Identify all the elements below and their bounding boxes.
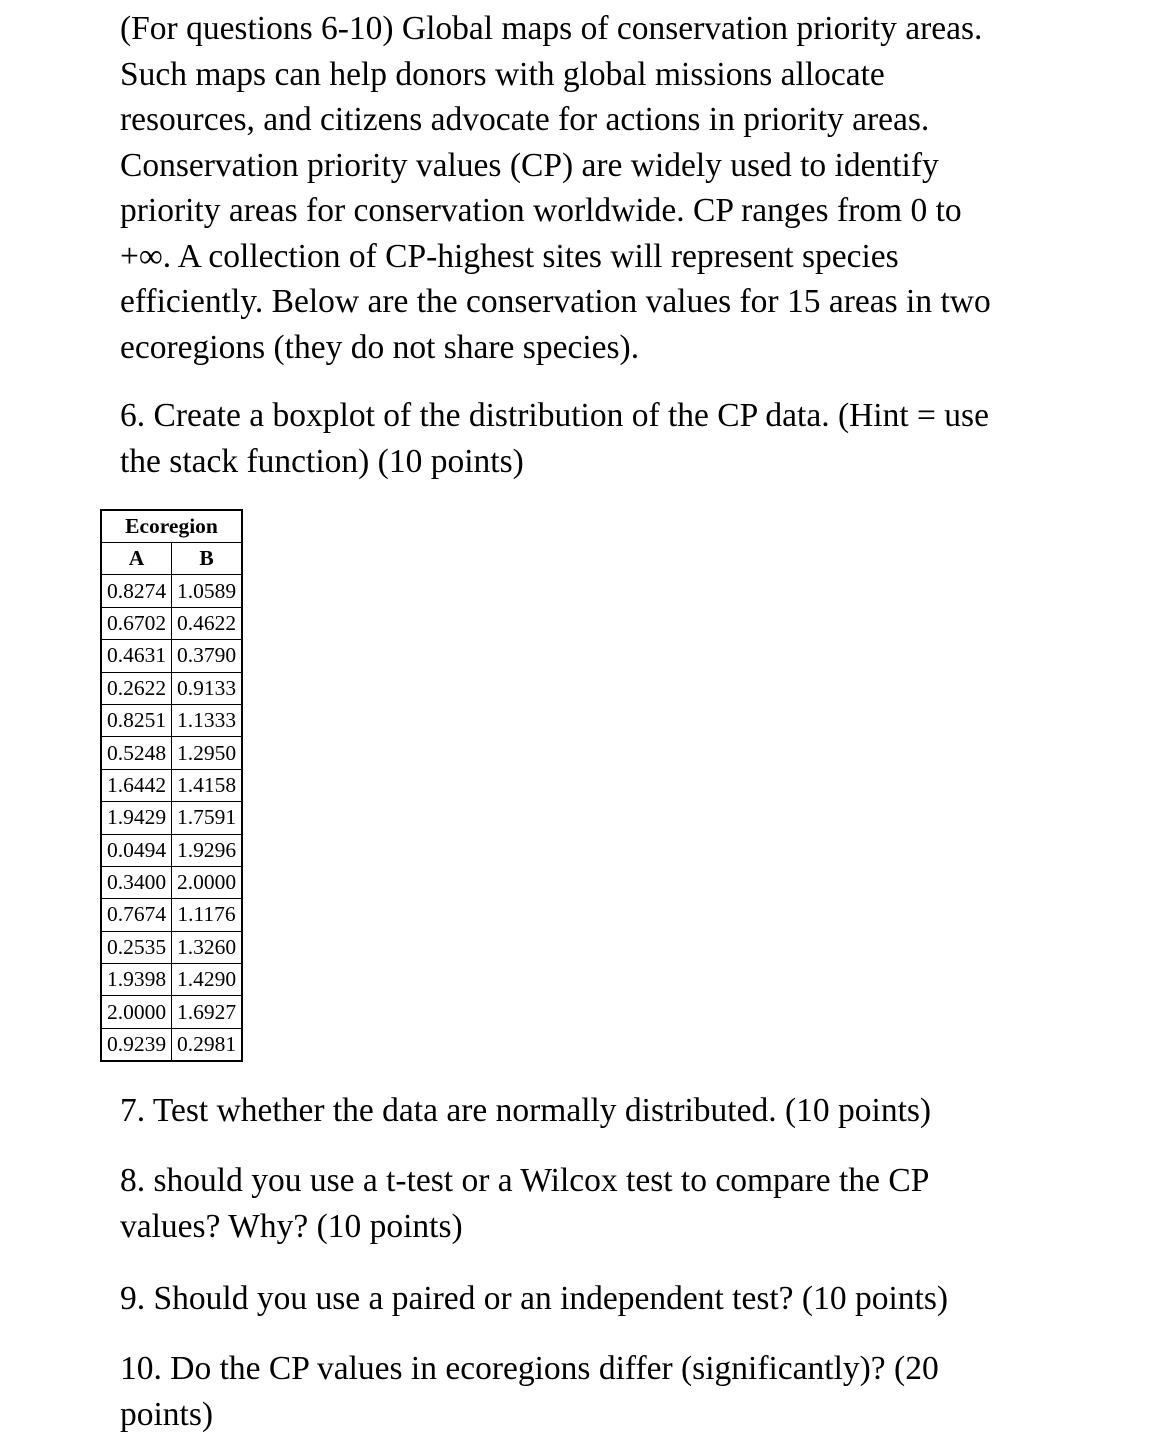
table-row (101, 704, 242, 736)
cell-ecoregion-b: 1.4158 (172, 769, 243, 801)
cell-ecoregion-a: 2.0000 (101, 996, 172, 1028)
question-8-line: 8. should you use a t-test or a Wilcox test to compare the CP (120, 1162, 930, 1199)
question-10 (120, 1346, 939, 1437)
cell-ecoregion-a: 1.9429 (101, 802, 172, 834)
table-title: Ecoregion (101, 510, 242, 543)
table-row (101, 996, 242, 1028)
table-row (101, 931, 242, 963)
intro-line: +∞. A collection of CP-highest sites will represent species (120, 237, 899, 275)
cell-ecoregion-a: 0.8274 (101, 575, 172, 607)
question-8-line: values? Why? (10 points) (120, 1207, 463, 1245)
cell-ecoregion-a: 0.5248 (101, 737, 172, 769)
table-row (101, 672, 242, 704)
cell-ecoregion-a: 1.6442 (101, 769, 172, 801)
table-row (101, 769, 242, 801)
cell-ecoregion-a: 0.7674 (101, 899, 172, 931)
cell-ecoregion-b: 0.9133 (172, 672, 243, 704)
table-row (101, 802, 242, 834)
cell-ecoregion-b: 1.1176 (172, 899, 243, 931)
table-row (101, 1028, 242, 1061)
table-row (101, 964, 242, 996)
table-row (101, 575, 242, 607)
cell-ecoregion-b: 1.7591 (172, 802, 243, 834)
cell-ecoregion-b: 1.1333 (172, 704, 243, 736)
cell-ecoregion-a: 0.4631 (101, 640, 172, 672)
cell-ecoregion-b: 1.6927 (172, 996, 243, 1028)
cell-ecoregion-a: 0.0494 (101, 834, 172, 866)
ecoregion-table-container (100, 509, 243, 1062)
table-body (101, 575, 242, 1061)
intro-line: Such maps can help donors with global missions allocate (120, 55, 885, 93)
cell-ecoregion-b: 1.3260 (172, 931, 243, 963)
intro-line: priority areas for conservation worldwide. CP ranges from 0 to (120, 192, 962, 229)
cell-ecoregion-a: 0.2622 (101, 672, 172, 704)
question-10-line: 10. Do the CP values in ecoregions differ (significantly)? (20 (120, 1350, 939, 1387)
table-row (101, 834, 242, 866)
cell-ecoregion-b: 1.2950 (172, 737, 243, 769)
question-7-line: 7. Test whether the data are normally distributed. (10 points) (120, 1092, 932, 1129)
intro-line: efficiently. Below are the conservation values for 15 areas in two (120, 283, 991, 320)
cell-ecoregion-a: 0.2535 (101, 931, 172, 963)
cell-ecoregion-b: 1.4290 (172, 964, 243, 996)
cell-ecoregion-a: 0.9239 (101, 1028, 172, 1061)
column-header-b: B (172, 543, 243, 575)
intro-line: ecoregions (they do not share species). (120, 328, 640, 366)
cell-ecoregion-a: 0.6702 (101, 607, 172, 639)
table-row (101, 899, 242, 931)
intro-line: resources, and citizens advocate for actions in priority areas. (120, 101, 930, 138)
question-6-line: 6. Create a boxplot of the distribution of the CP data. (Hint = use (120, 397, 989, 434)
question-6-line: the stack function) (10 points) (120, 442, 524, 480)
cell-ecoregion-b: 2.0000 (172, 866, 243, 898)
table-row (101, 737, 242, 769)
cell-ecoregion-b: 1.0589 (172, 575, 243, 607)
cell-ecoregion-a: 0.3400 (101, 866, 172, 898)
intro-paragraph (120, 6, 1150, 370)
question-8 (120, 1158, 929, 1249)
cell-ecoregion-a: 1.9398 (101, 964, 172, 996)
table-row (101, 607, 242, 639)
question-6 (120, 393, 1150, 484)
column-header-a: A (101, 543, 172, 575)
question-10-line: points) (120, 1395, 214, 1433)
intro-line: (For questions 6-10) Global maps of conservation priority areas. (120, 10, 983, 47)
cell-ecoregion-b: 0.3790 (172, 640, 243, 672)
cell-ecoregion-b: 1.9296 (172, 834, 243, 866)
table-row (101, 640, 242, 672)
table-row (101, 866, 242, 898)
question-9 (120, 1276, 948, 1322)
intro-line: Conservation priority values (CP) are widely used to identify (120, 146, 939, 184)
cell-ecoregion-b: 0.2981 (172, 1028, 243, 1061)
cell-ecoregion-b: 0.4622 (172, 607, 243, 639)
ecoregion-table (100, 509, 243, 1062)
question-7 (120, 1088, 931, 1134)
question-9-line: 9. Should you use a paired or an independent test? (10 points) (120, 1280, 949, 1317)
cell-ecoregion-a: 0.8251 (101, 704, 172, 736)
